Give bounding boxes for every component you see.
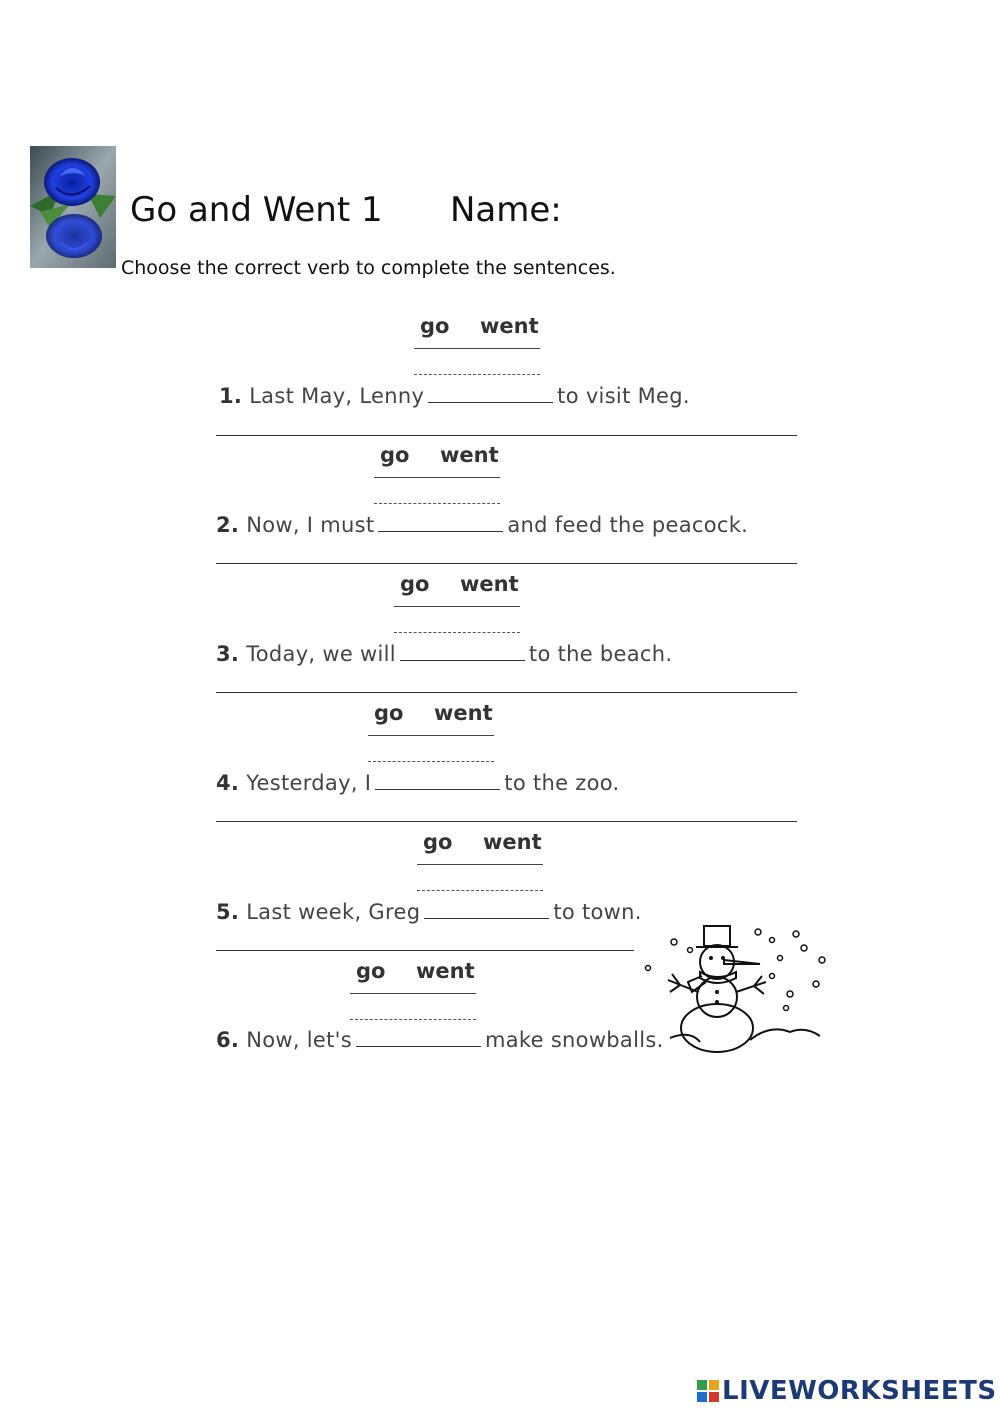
sentence-blank xyxy=(428,384,553,403)
option-went: went xyxy=(480,314,539,338)
answer-input[interactable] xyxy=(350,1001,478,1021)
question-number: 3. xyxy=(216,642,240,666)
snowman-illustration xyxy=(640,920,830,1055)
divider xyxy=(216,950,634,951)
sentence-start: Last week, Greg xyxy=(246,900,421,924)
question-number: 4. xyxy=(216,771,240,795)
blue-rose-image xyxy=(30,146,116,268)
answer-drop-zone[interactable] xyxy=(417,876,543,891)
option-go: go xyxy=(374,701,404,725)
sentence xyxy=(219,384,690,408)
sentence xyxy=(216,771,620,795)
sentence-blank xyxy=(356,1028,481,1047)
option-go: go xyxy=(420,314,450,338)
option-went: went xyxy=(440,443,499,467)
answer-drop-zone[interactable] xyxy=(350,1005,476,1020)
option-go: go xyxy=(380,443,410,467)
question-number: 5. xyxy=(216,900,240,924)
sentence-blank xyxy=(375,771,500,790)
sentence-end: and feed the peacock. xyxy=(507,513,749,537)
answer-options xyxy=(414,312,540,349)
sentence-start: Last May, Lenny xyxy=(249,384,425,408)
sentence xyxy=(216,900,642,924)
sentence-end: to the beach. xyxy=(528,642,673,666)
sentence xyxy=(216,1028,664,1052)
option-went: went xyxy=(460,572,519,596)
divider xyxy=(216,435,797,436)
divider xyxy=(216,563,797,564)
question-number: 1. xyxy=(219,384,243,408)
sentence-end: to the zoo. xyxy=(504,771,620,795)
answer-drop-zone[interactable] xyxy=(414,360,540,375)
sentence-start: Now, let's xyxy=(246,1028,352,1052)
option-go: go xyxy=(423,830,453,854)
sentence xyxy=(216,642,672,666)
liveworksheets-logo-icon xyxy=(697,1380,719,1402)
question-number: 2. xyxy=(216,513,240,537)
sentence-blank xyxy=(378,513,503,532)
sentence-end: make snowballs. xyxy=(484,1028,664,1052)
instructions: Choose the correct verb to complete the sentences. xyxy=(121,257,616,279)
option-went: went xyxy=(434,701,493,725)
answer-drop-zone[interactable] xyxy=(374,489,500,504)
answer-options xyxy=(350,957,476,994)
answer-input[interactable] xyxy=(414,356,542,376)
answer-options xyxy=(394,570,520,607)
sentence-blank xyxy=(424,900,549,919)
sentence-end: to town. xyxy=(553,900,642,924)
sentence-start: Today, we will xyxy=(246,642,396,666)
divider xyxy=(216,821,797,822)
answer-drop-zone[interactable] xyxy=(368,747,494,762)
answer-options xyxy=(417,828,543,865)
answer-input[interactable] xyxy=(368,743,496,763)
name-label: Name: xyxy=(450,190,562,230)
logo-text: LIVEWORKSHEETS xyxy=(722,1376,997,1406)
sentence xyxy=(216,513,748,537)
option-go: go xyxy=(400,572,430,596)
sentence-start: Now, I must xyxy=(246,513,375,537)
option-went: went xyxy=(416,959,475,983)
liveworksheets-logo xyxy=(697,1376,997,1406)
option-go: go xyxy=(356,959,386,983)
page-title: Go and Went 1 xyxy=(130,190,383,230)
divider xyxy=(216,692,797,693)
answer-drop-zone[interactable] xyxy=(394,618,520,633)
answer-options xyxy=(368,699,494,736)
question-number: 6. xyxy=(216,1028,240,1052)
answer-input[interactable] xyxy=(374,485,502,505)
answer-options xyxy=(374,441,500,478)
sentence-start: Yesterday, I xyxy=(246,771,372,795)
answer-input[interactable] xyxy=(394,614,522,634)
answer-input[interactable] xyxy=(417,872,545,892)
sentence-end: to visit Meg. xyxy=(557,384,690,408)
option-went: went xyxy=(483,830,542,854)
sentence-blank xyxy=(400,642,525,661)
